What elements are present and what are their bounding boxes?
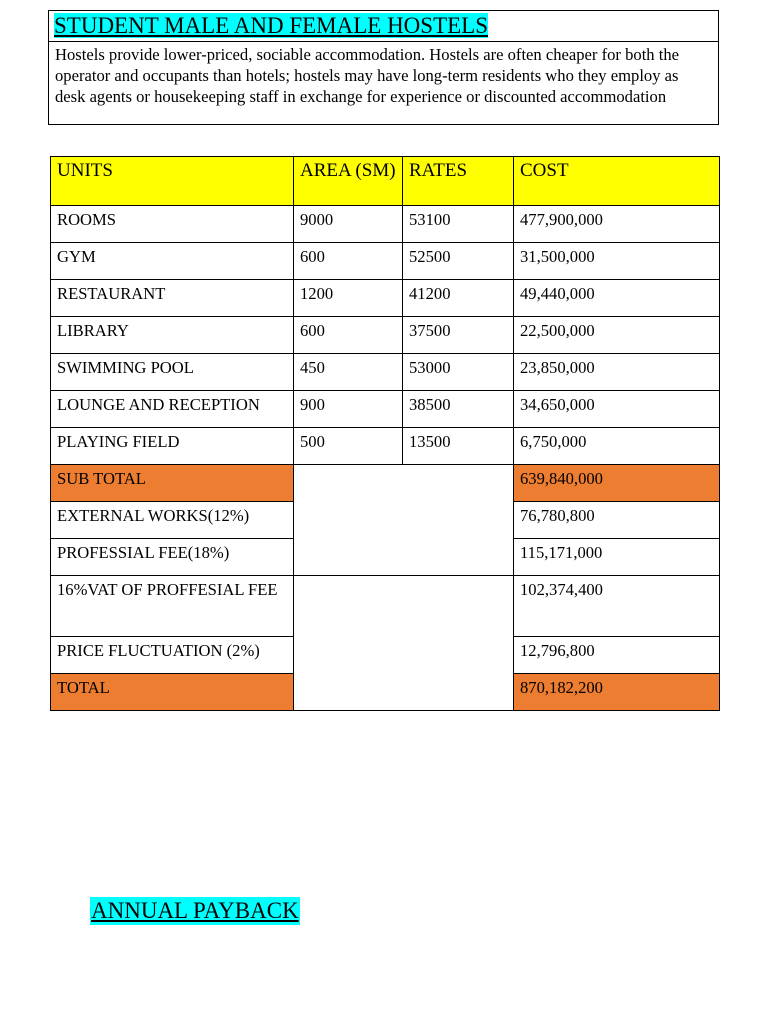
rate-cell: 53100 xyxy=(403,206,514,243)
table-row xyxy=(51,391,720,428)
intro-box xyxy=(48,10,719,125)
area-cell: 450 xyxy=(294,354,403,391)
unit-cell: GYM xyxy=(51,243,294,280)
area-cell: 500 xyxy=(294,428,403,465)
cost-cell: 22,500,000 xyxy=(514,317,720,354)
table-row xyxy=(51,317,720,354)
cost-cell: 23,850,000 xyxy=(514,354,720,391)
page-title: STUDENT MALE AND FEMALE HOSTELS xyxy=(54,13,489,38)
cost-cell: 34,650,000 xyxy=(514,391,720,428)
area-cell: 600 xyxy=(294,243,403,280)
table-row xyxy=(51,428,720,465)
table-header-row xyxy=(51,157,720,206)
rate-cell: 41200 xyxy=(403,280,514,317)
rate-cell: 52500 xyxy=(403,243,514,280)
price-fluctuation-cost: 12,796,800 xyxy=(514,637,720,674)
header-cost: COST xyxy=(514,157,720,206)
unit-cell: LIBRARY xyxy=(51,317,294,354)
header-units: UNITS xyxy=(51,157,294,206)
header-rates: RATES xyxy=(403,157,514,206)
total-cost: 870,182,200 xyxy=(514,674,720,711)
external-works-label: EXTERNAL WORKS(12%) xyxy=(51,502,294,539)
cost-cell: 477,900,000 xyxy=(514,206,720,243)
table-row xyxy=(51,243,720,280)
total-label: TOTAL xyxy=(51,674,294,711)
unit-cell: ROOMS xyxy=(51,206,294,243)
merged-blank-cell xyxy=(294,576,514,711)
table-row xyxy=(51,280,720,317)
table-row xyxy=(51,206,720,243)
rate-cell: 53000 xyxy=(403,354,514,391)
merged-blank-cell xyxy=(294,465,514,576)
subtotal-row xyxy=(51,465,720,502)
unit-cell: PLAYING FIELD xyxy=(51,428,294,465)
professional-fee-cost: 115,171,000 xyxy=(514,539,720,576)
cost-cell: 49,440,000 xyxy=(514,280,720,317)
header-area: AREA (SM) xyxy=(294,157,403,206)
cost-table xyxy=(50,156,720,711)
vat-row xyxy=(51,576,720,637)
vat-label: 16%VAT OF PROFFESIAL FEE xyxy=(51,576,294,637)
subtotal-cost: 639,840,000 xyxy=(514,465,720,502)
subtotal-label: SUB TOTAL xyxy=(51,465,294,502)
rate-cell: 13500 xyxy=(403,428,514,465)
area-cell: 900 xyxy=(294,391,403,428)
unit-cell: SWIMMING POOL xyxy=(51,354,294,391)
annual-payback-heading: ANNUAL PAYBACK xyxy=(91,898,299,923)
unit-cell: LOUNGE AND RECEPTION xyxy=(51,391,294,428)
rate-cell: 38500 xyxy=(403,391,514,428)
area-cell: 1200 xyxy=(294,280,403,317)
title-row xyxy=(49,11,718,42)
cost-cell: 31,500,000 xyxy=(514,243,720,280)
area-cell: 9000 xyxy=(294,206,403,243)
unit-cell: RESTAURANT xyxy=(51,280,294,317)
cost-cell: 6,750,000 xyxy=(514,428,720,465)
vat-cost: 102,374,400 xyxy=(514,576,720,637)
rate-cell: 37500 xyxy=(403,317,514,354)
price-fluctuation-label: PRICE FLUCTUATION (2%) xyxy=(51,637,294,674)
intro-description: Hostels provide lower-priced, sociable accommodation. Hostels are often cheaper for both the operator and occupants than hotels; hostels may have long-term residents who they employ as desk agents or housekeeping staff in exchange for experience or discounted accommodation xyxy=(55,45,680,106)
area-cell: 600 xyxy=(294,317,403,354)
external-works-cost: 76,780,800 xyxy=(514,502,720,539)
professional-fee-label: PROFESSIAL FEE(18%) xyxy=(51,539,294,576)
table-row xyxy=(51,354,720,391)
